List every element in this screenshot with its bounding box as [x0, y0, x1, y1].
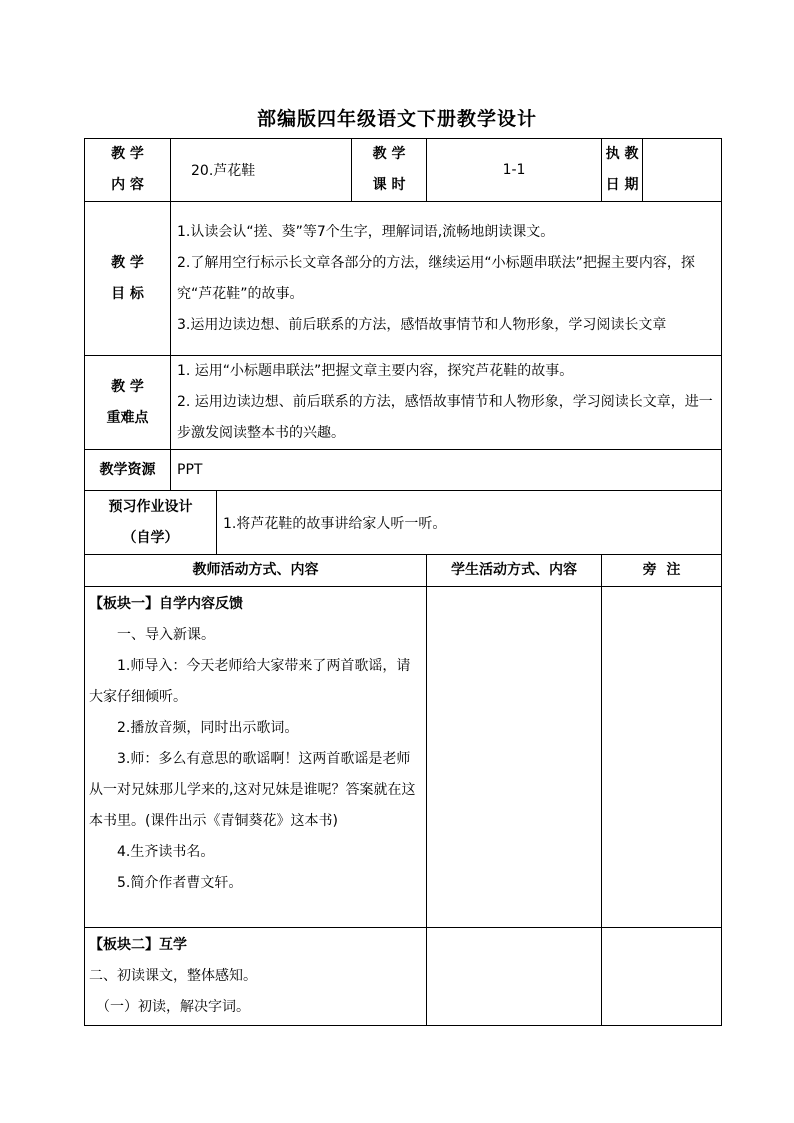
- goal-item: 1.认读会认“搓、葵”等7个生字，理解词语,流畅地朗读课文。: [177, 223, 555, 240]
- goal-item: 2.了解用空行标示长文章各部分的方法，继续运用“小标题串联法”把握主要内容，探究“芦花鞋”的故事。: [177, 254, 695, 302]
- key-point-item: 1. 运用“小标题串联法”把握文章主要内容，探究芦花鞋的故事。: [177, 363, 574, 379]
- student-column-header: 学生活动方式、内容: [427, 555, 602, 587]
- block1-notes-cell: [602, 587, 722, 928]
- preview-label: 预习作业设计 （自学）: [85, 491, 217, 555]
- goals-label: 教 学 目 标: [85, 202, 171, 356]
- content-value: 20.芦花鞋: [171, 139, 352, 202]
- block2-line: （一）初读，解决字词。: [96, 999, 250, 1015]
- goals-content: [171, 202, 722, 356]
- content-label: 教 学 内 容: [85, 139, 171, 202]
- block2-teacher-cell: [85, 928, 427, 1026]
- lesson-info-row: [85, 139, 722, 202]
- block1-line: 5.简介作者曹文轩。: [117, 875, 243, 891]
- key-points-row: [85, 356, 722, 450]
- block1-row: [85, 587, 722, 928]
- block1-teacher-cell: [85, 587, 427, 928]
- block1-line: 2.播放音频，同时出示歌词。: [117, 720, 299, 736]
- block2-heading: 【板块二】互学: [89, 937, 187, 953]
- block2-line: 二、初读课文，整体感知。: [89, 968, 257, 984]
- preview-value: 1.将芦花鞋的故事讲给家人听一听。: [217, 491, 722, 555]
- block1-line: 3.师：多么有意思的歌谣啊！这两首歌谣是老师从一对兄妹那儿学来的,这对兄妹是谁呢？答案就在这本书里。(课件出示《青铜葵花》这本书): [89, 751, 416, 829]
- block1-line: 4.生齐读书名。: [117, 844, 215, 860]
- date-value: [643, 139, 722, 202]
- block1-heading: 【板块一】自学内容反馈: [89, 596, 243, 612]
- resources-label: 教学资源: [85, 450, 171, 491]
- resources-row: [85, 450, 722, 491]
- block1-line: 1.师导入：今天老师给大家带来了两首歌谣，请大家仔细倾听。: [89, 658, 411, 705]
- key-points-content: [171, 356, 722, 450]
- resources-value: PPT: [171, 450, 722, 491]
- block2-notes-cell: [602, 928, 722, 1026]
- notes-column-header: 旁 注: [602, 555, 722, 587]
- block2-student-cell: [427, 928, 602, 1026]
- date-label: 执 教 日 期: [602, 139, 643, 202]
- period-value: 1-1: [427, 139, 602, 202]
- key-point-item: 2. 运用边读边想、前后联系的方法，感悟故事情节和人物形象，学习阅读长文章，进一步激发阅读整本书的兴趣。: [177, 394, 713, 441]
- block1-line: 一、导入新课。: [117, 627, 215, 643]
- page-title: 部编版四年级语文下册教学设计: [256, 108, 537, 130]
- goals-row: [85, 202, 722, 356]
- teacher-column-header: 教师活动方式、内容: [85, 555, 427, 587]
- key-points-label: 教 学 重难点: [85, 356, 171, 450]
- block2-row: [85, 928, 722, 1026]
- activity-header-row: [85, 555, 722, 587]
- period-label: 教 学 课 时: [352, 139, 427, 202]
- lesson-plan-table: [84, 138, 722, 1026]
- preview-row: [85, 491, 722, 555]
- goal-item: 3.运用边读边想、前后联系的方法，感悟故事情节和人物形象，学习阅读长文章: [177, 316, 667, 333]
- block1-student-cell: [427, 587, 602, 928]
